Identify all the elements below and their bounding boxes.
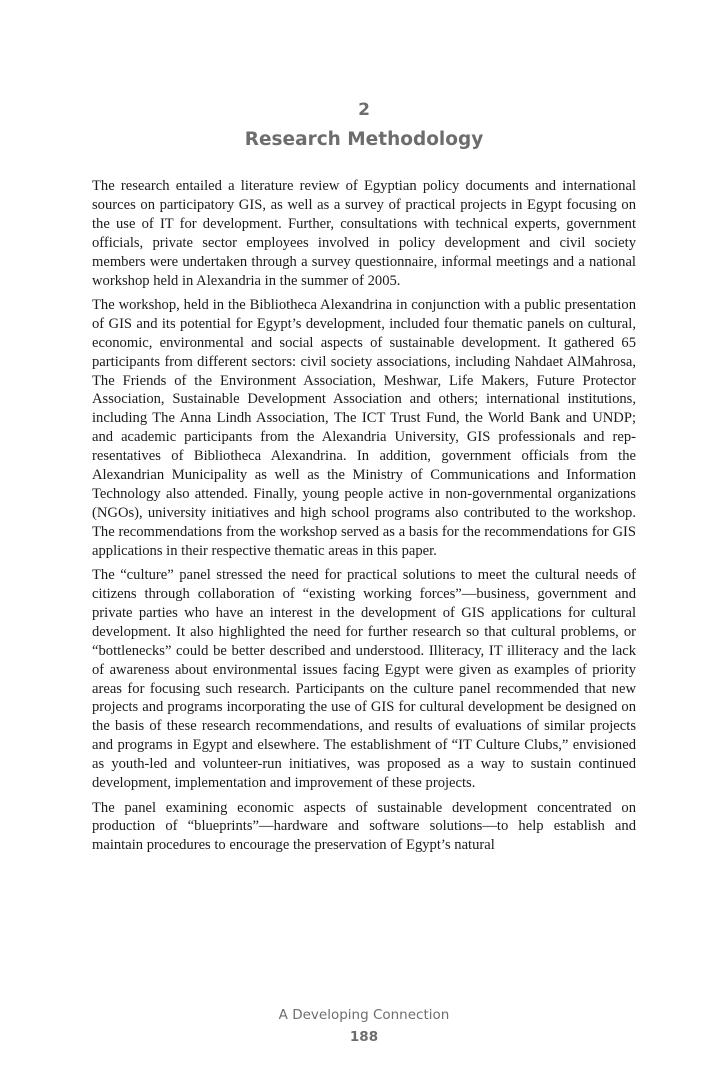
paragraph-1: The research entailed a literature review of Egyptian policy documents and international sources on participatory GIS, as well as a survey of practical projects in Egypt focusing on the use of IT for development. Further, consultations with technical experts, government officials, private sector employees involved in policy development and civil society members were undertaken through a survey questionnaire, informal meetings and a national workshop held in Alexandria in the summer of 2005. <box>92 178 636 289</box>
paragraph-3: The “culture” panel stressed the need for practical solutions to meet the cultural needs of citizens through collaboration of “existing working forces”—business, government and private parties who have an interest in the development of GIS applications for cultural development. It also highlighted the need for further research so that cultural problems, or “bottlenecks” could be better described and understood. Illiteracy, IT illiteracy and the lack of awareness about environmental issues facing Egypt were given as examples of priority areas for focusing such research. Participants on the culture panel recommended that new projects and programs incorporating the use of GIS for cultural development be designed on the basis of these research recommendations, and results of evaluations of similar projects and programs in Egypt and elsewhere. The establishment of “IT Culture Clubs,” envisioned as youth-led and volunteer-run initiatives, was proposed as a way to sustain continued development, implementation and improvement of these projects. <box>92 567 636 792</box>
chapter-title: Research Methodology <box>244 129 484 150</box>
paragraph-4: The panel examining economic aspects of sustainable development concentrated on production of “blueprints”—hardware and software solutions—to help establish and maintain procedures to encourage the preservation of Egypt’s natural <box>92 799 636 854</box>
footer-page-number: 188 <box>349 1029 379 1045</box>
body-text <box>92 177 636 861</box>
footer-book-title: A Developing Connection <box>278 1007 450 1023</box>
paragraph-2: The workshop, held in the Bibliotheca Alexandrina in conjunction with a public presentation of GIS and its potential for Egypt’s development, included four thematic panels on cultural, economic, environmental and social aspects of sustainable development. It gathered 65 participants from different sectors: civil society associations, including Nahdaet AlMahrosa, The Friends of the Environment Association, Meshwar, Life Makers, Future Protector Association, Sustainable Development Association and others; international institutions, including The Anna Lindh Association, The ICT Trust Fund, the World Bank and UNDP; and academic participants from the Alexandria University, GIS professionals and representatives of Bibliotheca Alexandrina. In addition, government officials from the Alexandrian Municipality as well as the Ministry of Communications and Information Technology also attended. Finally, young people active in non-governmental organizations (NGOs), university initiatives and high school programs also contributed to the workshop. The recommendations from the workshop served as a basis for the recommendations for GIS applications in their respective thematic areas in this paper. <box>92 296 636 559</box>
chapter-number: 2 <box>358 100 370 120</box>
